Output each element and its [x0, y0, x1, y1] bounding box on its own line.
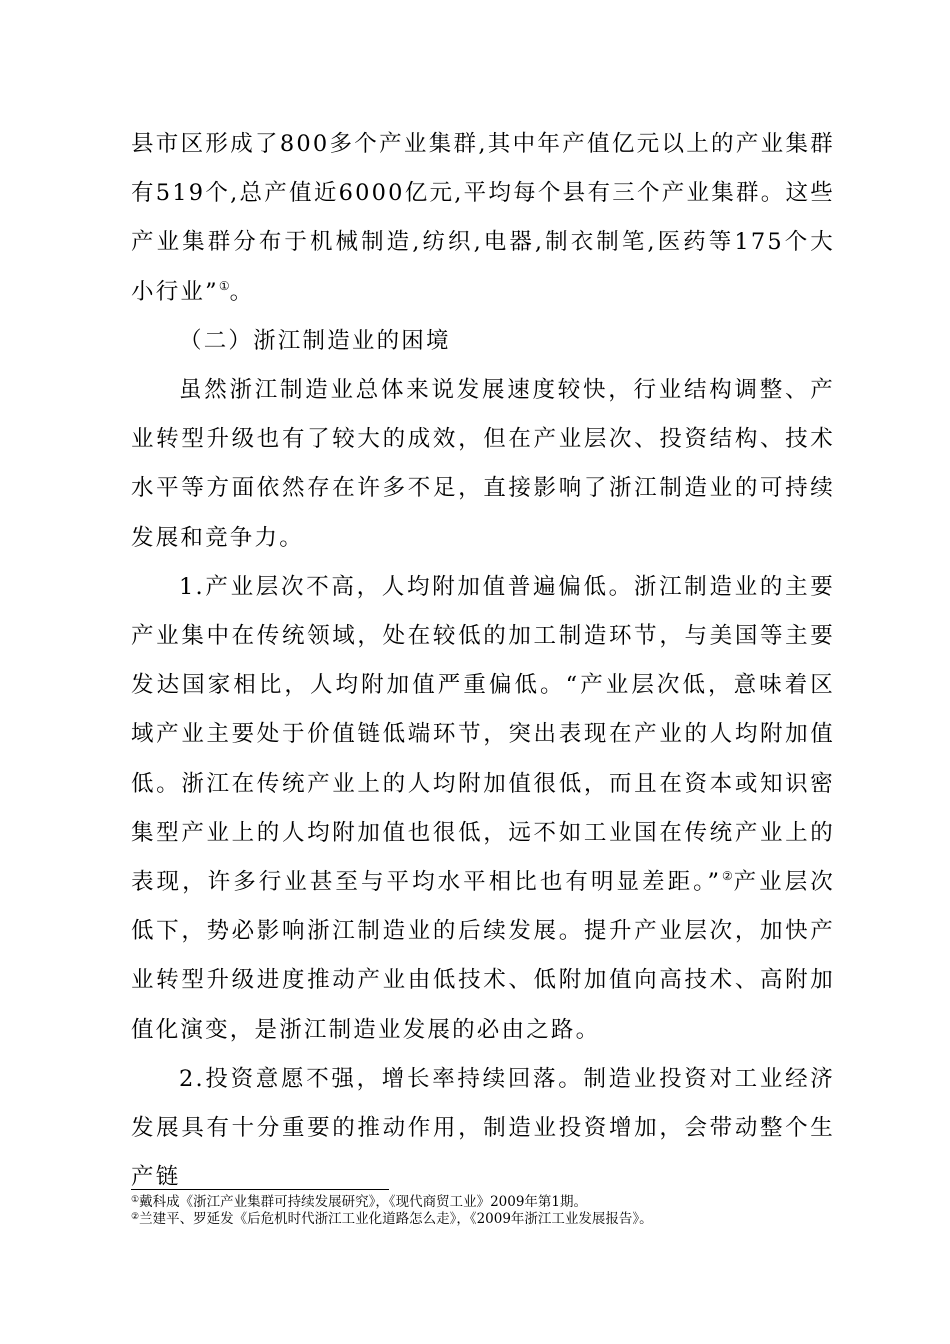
paragraph-dilemma-intro: 虽然浙江制造业总体来说发展速度较快，行业结构调整、产业转型升级也有了较大的成效，但在产业层次、投资结构、技术水平等方面依然存在许多不足，直接影响了浙江制造业的可持续发展和竞争力。	[131, 377, 835, 551]
footnote-separator	[131, 1189, 389, 1190]
footnote-2	[131, 1211, 835, 1228]
footnote-ref-1[interactable]: ①	[218, 278, 230, 293]
section-heading: （二）浙江制造业的困境	[179, 327, 451, 354]
body-text	[131, 120, 835, 1202]
footnote-1	[131, 1194, 835, 1211]
footnote-text-1: 戴科成《浙江产业集群可持续发展研究》，《现代商贸工业》2009年第1期。	[139, 1194, 588, 1210]
footnote-text-2: 兰建平、罗延发《后危机时代浙江工业化道路怎么走》，《2009年浙江工业发展报告》。	[139, 1211, 653, 1227]
footnotes	[131, 1194, 835, 1228]
footnote-mark-1: ①	[131, 1195, 140, 1205]
paragraph-industry-level: 1.产业层次不高，人均附加值普遍偏低。浙江制造业的主要产业集中在传统领域，处在较低的加工制造环节，与美国等主要发达国家相比，人均附加值严重偏低。“产业层次低，意味着区域产业主要处于价值链低端环节，突出表现在产业的人均附加值低。浙江在传统产业上的人均附加值很低，而且在资本或知识密集型产业上的人均附加值也很低，远不如工业国在传统产业上的表现，许多行业甚至与平均水平相比也有明显差距。”②产业层次低下，势必影响浙江制造业的后续发展。提升产业层次，加快产业转型升级进度推动产业由低技术、低附加值向高技术、高附加值化演变，是浙江制造业发展的必由之路。	[131, 573, 835, 1043]
footnote-ref-2[interactable]: ②	[721, 869, 734, 884]
paragraph-investment: 2.投资意愿不强，增长率持续回落。制造业投资对工业经济发展具有十分重要的推动作用，制造业投资增加，会带动整个生产链	[131, 1065, 835, 1191]
footnote-mark-2: ②	[131, 1212, 140, 1222]
paragraph-industry-clusters: 县市区形成了800多个产业集群,其中年产值亿元以上的产业集群有519个,总产值近6000亿元,平均每个县有三个产业集群。这些产业集群分布于机械制造,纺织,电器,制衣制笔,医药等175个大小行业”①。	[131, 131, 835, 305]
